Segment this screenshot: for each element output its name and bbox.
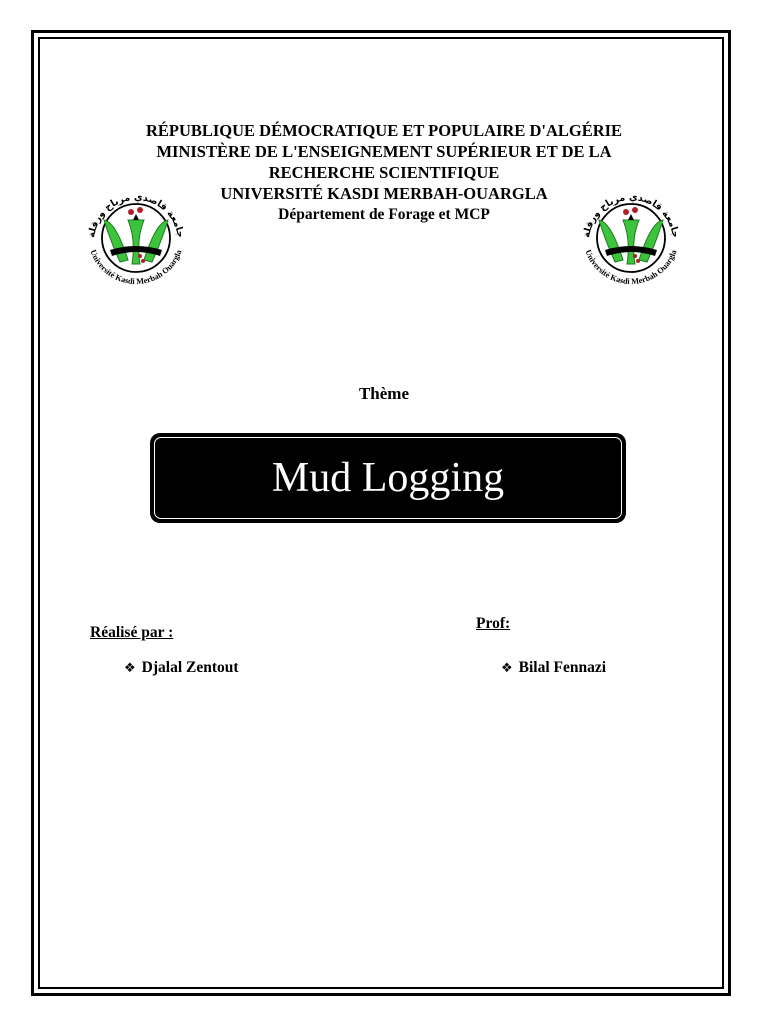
header-ministry: MINISTÈRE DE L'ENSEIGNEMENT SUPÉRIEUR ET DE LA [156, 142, 612, 161]
student-entry [124, 659, 239, 677]
svg-text:جامعة قاصدي مرباح ورقلة: جامعة قاصدي مرباح ورقلة [581, 191, 681, 239]
university-logo-right [575, 180, 687, 292]
header-department: Département de Forage et MCP [278, 206, 490, 223]
svg-text:Université Kasdi Merbah Ouargl: Université Kasdi Merbah Ouargla [88, 248, 184, 287]
university-logo-left [80, 180, 192, 292]
realise-par-label: Réalisé par : [90, 624, 174, 641]
prof-label: Prof: [476, 615, 511, 632]
svg-text:جامعة قاصدي مرباح ورقلة: جامعة قاصدي مرباح ورقلة [86, 191, 186, 239]
document-title: Mud Logging [271, 455, 505, 501]
header-research: RECHERCHE SCIENTIFIQUE [268, 163, 500, 182]
theme-label: Thème [358, 384, 410, 403]
prof-entry [501, 659, 606, 677]
header-university: UNIVERSITÉ KASDI MERBAH-OUARGLA [220, 184, 548, 203]
diamond-bullet-icon: ❖ [501, 661, 513, 676]
diamond-bullet-icon: ❖ [124, 661, 136, 676]
student-name: Djalal Zentout [141, 659, 239, 676]
svg-text:Université Kasdi Merbah Ouargl: Université Kasdi Merbah Ouargla [583, 248, 679, 287]
prof-name: Bilal Fennazi [518, 659, 607, 676]
header-republic: RÉPUBLIQUE DÉMOCRATIQUE ET POPULAIRE D'ALGÉRIE [145, 121, 623, 140]
title-box [150, 433, 626, 523]
